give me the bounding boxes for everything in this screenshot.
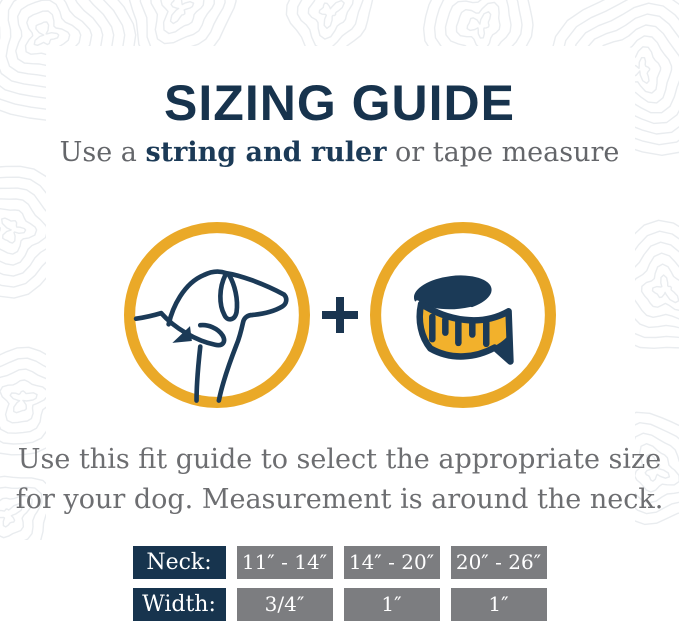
tape-measure-icon	[370, 222, 556, 408]
width-size-cell: 1″	[344, 588, 440, 621]
dog-measure-badge	[124, 222, 310, 408]
width-row-label: Width:	[133, 588, 226, 621]
subtitle-suffix: or tape measure	[386, 137, 620, 168]
neck-size-cell: 14″ - 20″	[344, 546, 440, 579]
neck-size-cell: 20″ - 26″	[451, 546, 547, 579]
dog-neck-measure-icon	[124, 222, 310, 408]
table-row-neck	[133, 546, 547, 579]
neck-size-cell: 11″ - 14″	[237, 546, 333, 579]
plus-separator	[310, 297, 370, 333]
fit-guide-line-2: for your dog. Measurement is around the neck.	[15, 483, 664, 515]
measure-icons-row	[0, 222, 679, 408]
neck-row-label: Neck:	[133, 546, 226, 579]
subtitle-prefix: Use a	[59, 137, 146, 168]
subtitle	[0, 134, 679, 172]
width-size-cell: 1″	[451, 588, 547, 621]
subtitle-bold-text: string and ruler	[145, 137, 387, 168]
table-row-width	[133, 588, 547, 621]
fit-guide-line-1: Use this fit guide to select the appropriate size	[17, 443, 662, 475]
fit-guide-text	[0, 440, 679, 520]
size-table	[0, 546, 679, 621]
page-title: SIZING GUIDE	[164, 75, 515, 131]
width-size-cell: 3/4″	[237, 588, 333, 621]
tape-measure-badge	[370, 222, 556, 408]
plus-icon	[322, 297, 358, 333]
